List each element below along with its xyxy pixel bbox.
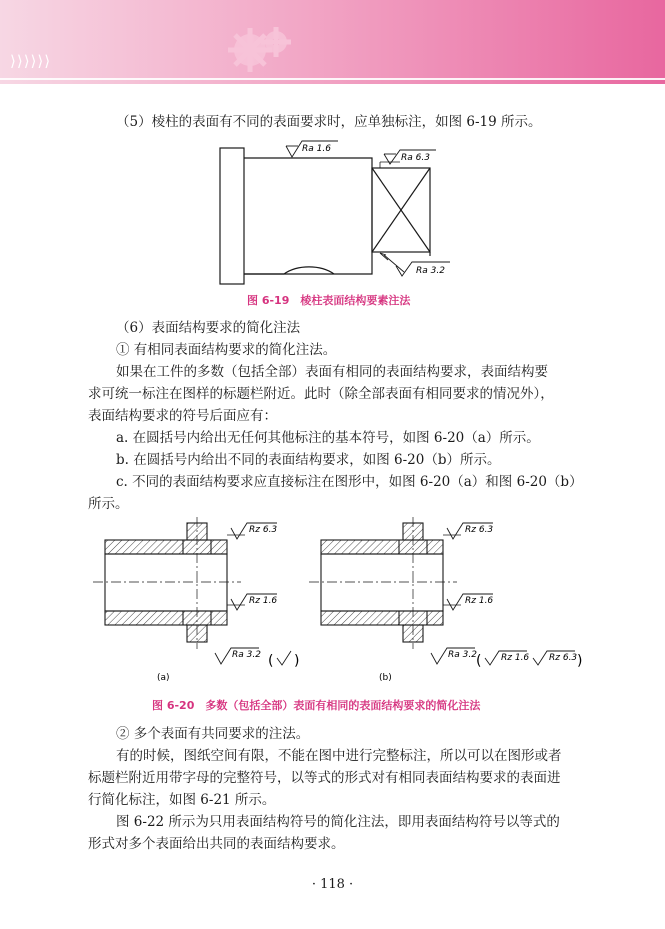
body-outline (244, 158, 372, 274)
gear-icon (222, 20, 302, 76)
label-a-paren-close: ) (294, 653, 300, 669)
figure-6-19 (210, 140, 460, 290)
label-a-paren-open: ( (268, 653, 274, 669)
banner-rule (0, 78, 665, 80)
paragraph-body-3a: 图 6-22 所示为只用表面结构符号的简化注法，即用表面结构符号以等式的 (116, 814, 560, 830)
sub-label-a: (a) (157, 673, 170, 683)
caption-6-20: 图 6-20 多数（包括全部）表面有相同的表面结构要求的简化注法 (152, 699, 481, 712)
label-b-paren-close: ) (577, 653, 583, 669)
label-b-paren-rz-6-3: Rz 6.3 (549, 653, 578, 663)
chevron-right-icon: ⟩⟩⟩⟩⟩⟩ (10, 52, 52, 70)
label-ra-6-3: Ra 6.3 (401, 153, 430, 163)
flange-rect (220, 148, 244, 284)
label-ra-3-2: Ra 3.2 (416, 266, 445, 276)
page-number: · 118 · (311, 877, 354, 892)
paragraph-5: （5）棱柱的表面有不同的表面要求时，应单独标注，如图 6-19 所示。 (116, 114, 542, 130)
paragraph-item-b: b. 在圆括号内给出不同的表面结构要求，如图 6-20（b）所示。 (116, 452, 501, 468)
label-b-ra-3-2: Ra 3.2 (448, 650, 477, 660)
paragraph-body-1b: 求可统一标注在图样的标题栏附近。此时（除全部表面有相同要求的情况外）， (88, 386, 554, 402)
paragraph-circled-1: ① 有相同表面结构要求的简化注法。 (116, 342, 337, 358)
paragraph-body-1a: 如果在工件的多数（包括全部）表面有相同的表面结构要求，表面结构要 (116, 364, 548, 380)
header-banner (0, 0, 665, 84)
sub-label-b: (b) (379, 673, 392, 683)
groove-arc (244, 267, 334, 274)
label-a-rz-6-3: Rz 6.3 (249, 525, 278, 535)
label-b-paren-open: ( (476, 653, 482, 669)
paragraph-circled-2: ② 多个表面有共同要求的注法。 (116, 726, 310, 742)
label-a-ra-3-2: Ra 3.2 (232, 650, 261, 660)
drawing-b (309, 517, 461, 649)
label-b-paren-rz-1-6: Rz 1.6 (501, 653, 530, 663)
paragraph-item-c2: 所示。 (88, 496, 129, 512)
paragraph-6: （6）表面结构要求的简化注法 (116, 320, 301, 336)
figure-6-20 (85, 513, 595, 693)
paragraph-body-2b: 标题栏附近用带字母的完整符号，以等式的形式对有相同表面结构要求的表面进 (88, 770, 561, 786)
paragraph-body-2c: 行简化标注，如图 6-21 所示。 (88, 792, 276, 808)
drawing-a (93, 517, 245, 649)
paragraph-body-3b: 形式对多个表面给出共同的表面结构要求。 (88, 836, 345, 852)
label-a-rz-1-6: Rz 1.6 (249, 596, 278, 606)
label-ra-1-6: Ra 1.6 (302, 144, 331, 154)
paragraph-item-c1: c. 不同的表面结构要求应直接标注在图形中，如图 6-20（a）和图 6-20（b） (116, 474, 583, 490)
caption-6-19: 图 6-19 棱柱表面结构要素注法 (247, 294, 411, 307)
paragraph-item-a: a. 在圆括号内给出无任何其他标注的基本符号，如图 6-20（a）所示。 (116, 430, 540, 446)
label-b-rz-6-3: Rz 6.3 (465, 525, 494, 535)
paragraph-body-1c: 表面结构要求的符号后面应有： (88, 408, 277, 424)
label-b-rz-1-6: Rz 1.6 (465, 596, 494, 606)
paragraph-body-2a: 有的时候，图纸空间有限，不能在图中进行完整标注，所以可以在图形或者 (116, 748, 562, 764)
